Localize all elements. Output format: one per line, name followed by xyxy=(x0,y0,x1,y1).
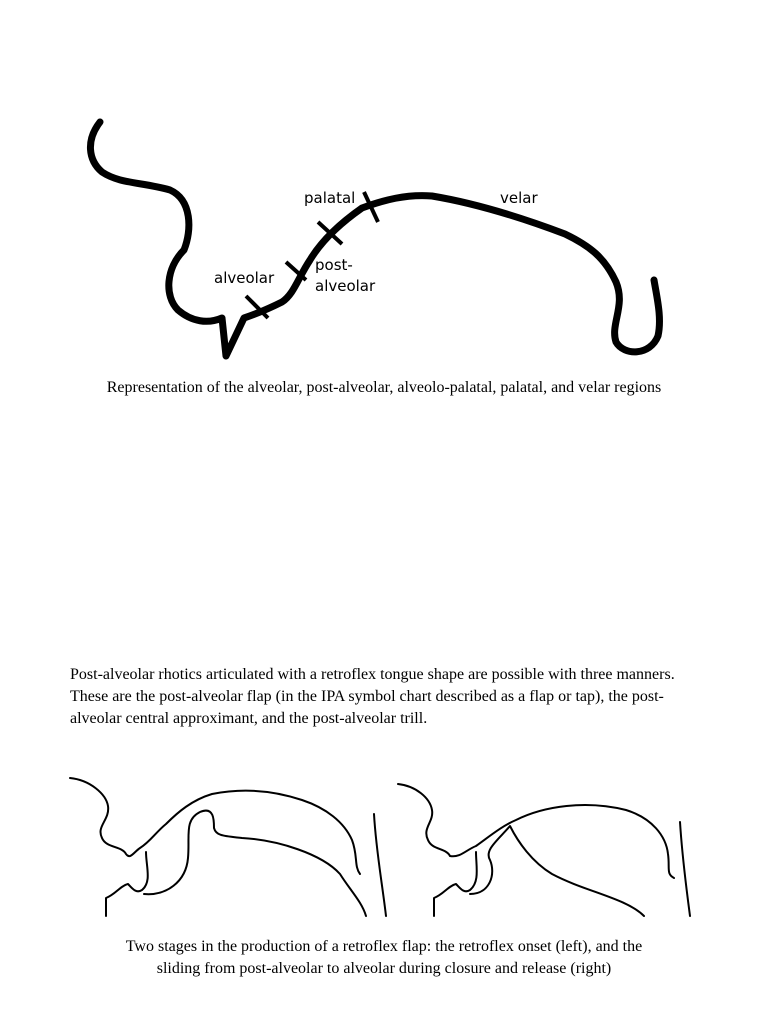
body-paragraph: Post-alveolar rhotics articulated with a retroflex tongue shape are possible with three manners. These are the post-alveolar flap (in the IPA symbol chart described as a flap or tap), the post-alveolar central approximant, and the post-alveolar trill. xyxy=(70,666,675,727)
figure2-caption-line2: sliding from post-alveolar to alveolar during closure and release (right) xyxy=(156,960,612,977)
figure2-caption-line1: Two stages in the production of a retroflex flap: the retroflex onset (left), and the xyxy=(125,938,643,955)
retroflex-onset-panel xyxy=(70,778,386,916)
label-alveolar-right: alveolar xyxy=(315,277,376,295)
label-velar: velar xyxy=(500,189,538,207)
figure2-caption xyxy=(0,936,768,980)
retroflex-flap-diagram xyxy=(66,770,706,922)
onset-upper-outline xyxy=(70,778,360,874)
release-pharynx-line xyxy=(680,822,690,916)
label-palatal: palatal xyxy=(304,189,356,207)
onset-pharynx-line xyxy=(374,814,386,916)
release-lower-outline xyxy=(434,852,477,916)
onset-lower-outline xyxy=(106,852,148,916)
label-post: post- xyxy=(315,256,353,274)
figure1-caption: Representation of the alveolar, post-alveolar, alveolo-palatal, palatal, and velar regions xyxy=(106,379,662,396)
closure-release-panel xyxy=(398,784,690,916)
release-tongue-outline xyxy=(470,826,644,916)
label-alveolar-left: alveolar xyxy=(214,269,275,287)
release-upper-outline xyxy=(398,784,674,878)
palate-outline xyxy=(90,122,659,356)
onset-tongue-outline xyxy=(144,811,366,916)
palate-regions-diagram xyxy=(60,110,710,370)
